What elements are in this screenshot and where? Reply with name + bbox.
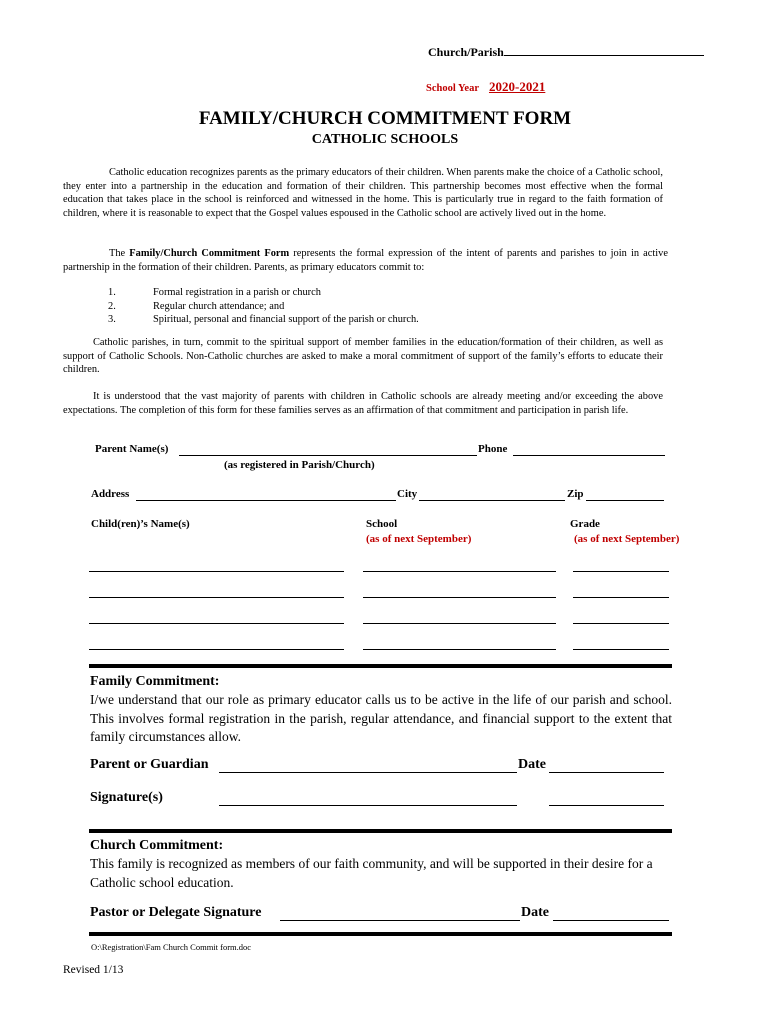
school-label: School <box>366 518 398 530</box>
child-name-line[interactable] <box>89 649 344 650</box>
list-item: 2. Regular church attendance; and <box>108 300 285 312</box>
list-item: 1. Formal registration in a parish or church <box>108 287 321 298</box>
address-line[interactable] <box>136 500 396 501</box>
church-commitment-heading: Church Commitment: <box>90 838 224 853</box>
zip-label: Zip <box>567 488 584 500</box>
school-note: (as of next September) <box>366 533 472 545</box>
child-name-line[interactable] <box>89 597 344 598</box>
church-date-line[interactable] <box>553 920 669 921</box>
church-parish-line[interactable] <box>504 55 704 56</box>
family-commitment-heading: Family Commitment: <box>90 674 220 689</box>
children-names-label: Child(ren)’s Name(s) <box>91 518 190 530</box>
address-label: Address <box>91 488 130 500</box>
child-school-line[interactable] <box>363 597 556 598</box>
school-year <box>426 78 545 96</box>
church-commitment-section <box>90 837 672 892</box>
child-school-line[interactable] <box>363 571 556 572</box>
signature-date-line[interactable] <box>549 805 664 806</box>
child-grade-line[interactable] <box>573 571 669 572</box>
intro-paragraph: Catholic education recognizes parents as the primary educators of their children. When parents make the choice of a Catholic school, they enter into a partnership in the education and formation of their children. This partnership becomes most effective when the formal education that takes place in the school is reinforced and witnessed in the home. This is particularly true in regard to the faith formation of children, where it is reasonable to expect that the Gospel values espoused in the Catholic school are actively lived out in the home. <box>63 167 663 219</box>
zip-line[interactable] <box>586 500 664 501</box>
phone-label: Phone <box>478 443 508 455</box>
church-date-label: Date <box>521 905 549 920</box>
phone-line[interactable] <box>513 455 665 456</box>
form-purpose-paragraph: The Family/Church Commitment Form represents the formal expression of the intent of parents and parishes to join in active partnership in the formation of their children. Parents, as primary educators commit to: <box>63 248 668 273</box>
school-year-label: School Year <box>426 83 479 94</box>
parish-commitment-paragraph: Catholic parishes, in turn, commit to the spiritual support of member families in the education/formation of their children, as well as support of Catholic Schools. Non-Catholic churches are asked to make a moral commitment of support of the family’s efforts to educate their children. <box>63 337 663 375</box>
pastor-signature-line[interactable] <box>280 920 520 921</box>
signature-line[interactable] <box>219 805 517 806</box>
family-date-line[interactable] <box>549 772 664 773</box>
parent-names-line[interactable] <box>179 455 477 456</box>
revised-note: Revised 1/13 <box>63 964 124 976</box>
school-year-value: 2020-2021 <box>488 79 546 94</box>
signature-label: Signature(s) <box>90 790 163 805</box>
file-path: O:\Registration\Fam Church Commit form.doc <box>91 942 252 952</box>
page-subtitle: CATHOLIC SCHOOLS <box>311 132 459 147</box>
pastor-signature-label: Pastor or Delegate Signature <box>90 905 262 920</box>
child-grade-line[interactable] <box>573 649 669 650</box>
section-divider <box>89 932 672 936</box>
child-grade-line[interactable] <box>573 597 669 598</box>
child-name-line[interactable] <box>89 571 344 572</box>
section-divider <box>89 664 672 668</box>
parent-guardian-label: Parent or Guardian <box>90 757 209 772</box>
church-parish-label: Church/Parish <box>428 45 504 59</box>
child-school-line[interactable] <box>363 623 556 624</box>
commitment-list <box>108 286 419 327</box>
expectations-paragraph: It is understood that the vast majority of parents with children in Catholic schools are already meeting and/or exceeding the above expectations. The completion of this form for these families serves as an affirmation of that commitment and participation in parish life. <box>63 391 663 416</box>
parent-names-label: Parent Name(s) <box>95 443 169 455</box>
city-line[interactable] <box>419 500 565 501</box>
family-commitment-section <box>90 673 672 747</box>
grade-note: (as of next September) <box>574 533 680 545</box>
child-school-line[interactable] <box>363 649 556 650</box>
church-commitment-text: This family is recognized as members of our faith community, and will be supported in their desire for a Catholic school education. <box>90 856 653 890</box>
registered-note: (as registered in Parish/Church) <box>224 459 375 471</box>
form-name: Family/Church Commitment Form <box>129 248 290 259</box>
list-item: 3. Spiritual, personal and financial support of the parish or church. <box>108 314 419 326</box>
church-parish-field <box>428 45 704 60</box>
city-label: City <box>397 488 418 500</box>
parent-guardian-line[interactable] <box>219 772 517 773</box>
family-date-label: Date <box>518 757 546 772</box>
child-grade-line[interactable] <box>573 623 669 624</box>
child-name-line[interactable] <box>89 623 344 624</box>
grade-label: Grade <box>570 518 600 530</box>
page-title: FAMILY/CHURCH COMMITMENT FORM <box>198 108 572 129</box>
section-divider <box>89 829 672 833</box>
family-commitment-text: I/we understand that our role as primary educator calls us to be active in the life of our parish and school. This involves formal registration in the parish, regular attendance, and financial support to the extent that family circumstances allow. <box>90 692 672 744</box>
